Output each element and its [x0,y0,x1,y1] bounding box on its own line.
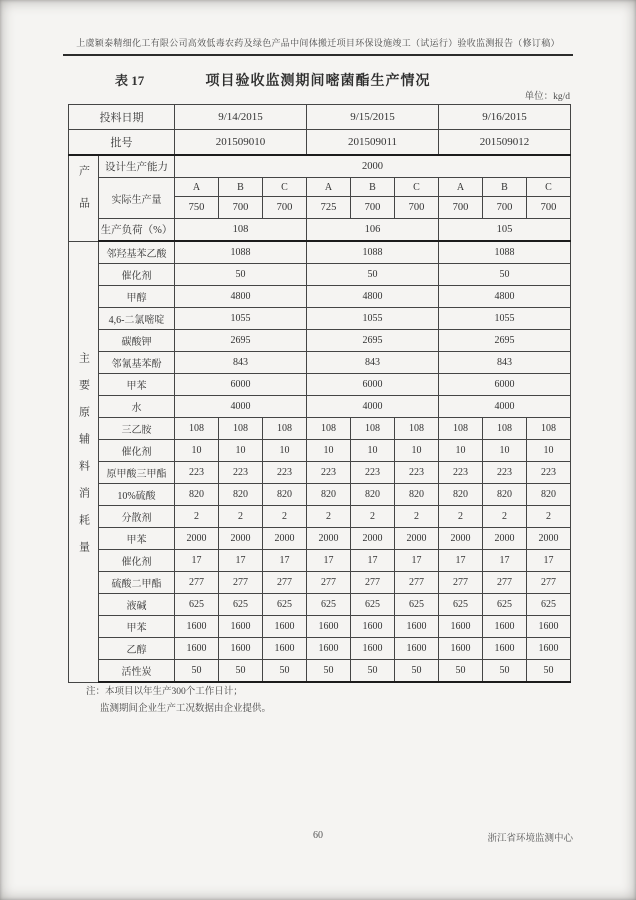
consumption-value: 820 [439,484,483,506]
consumption-value: 2000 [527,528,571,550]
batch-col-header: C [395,178,439,197]
load-value: 108 [175,219,307,242]
table-row [69,594,571,616]
consumption-value: 1600 [219,638,263,660]
table-row [69,418,571,440]
note-line: 监测期间企业生产工况数据由企业提供。 [100,704,272,714]
consumption-value: 277 [483,572,527,594]
consumption-value: 1600 [351,616,395,638]
consumption-value: 2 [263,506,307,528]
actual-output-value: 700 [439,197,483,219]
consumption-section [69,241,571,682]
consumption-value: 1088 [307,241,439,264]
material-label: 三乙胺 [99,418,175,440]
consumption-value: 223 [483,462,527,484]
actual-output-value: 700 [351,197,395,219]
material-label: 液碱 [99,594,175,616]
consumption-value: 223 [175,462,219,484]
material-label: 乙醇 [99,638,175,660]
consumption-value: 277 [307,572,351,594]
note-line: 注：本项目以年生产300个工作日计； [86,687,243,697]
consumption-value: 50 [175,660,219,683]
consumption-value: 50 [527,660,571,683]
consumption-value: 4800 [175,286,307,308]
consumption-value: 17 [263,550,307,572]
consumption-value: 820 [527,484,571,506]
consumption-value: 108 [395,418,439,440]
consumption-value: 1600 [439,638,483,660]
consumption-value: 108 [439,418,483,440]
consumption-value: 10 [439,440,483,462]
consumption-value: 1600 [527,638,571,660]
table-row [69,105,571,130]
consumption-value: 2 [527,506,571,528]
consumption-value: 1055 [439,308,571,330]
consumption-value: 50 [439,660,483,683]
actual-output-value: 700 [395,197,439,219]
consumption-value: 277 [527,572,571,594]
consumption-value: 108 [483,418,527,440]
material-label: 催化剂 [99,440,175,462]
material-label: 催化剂 [99,550,175,572]
consumption-value: 1055 [175,308,307,330]
consumption-value: 17 [483,550,527,572]
consumption-value: 223 [263,462,307,484]
consumption-value: 17 [175,550,219,572]
consumption-value: 6000 [439,374,571,396]
consumption-value: 10 [483,440,527,462]
material-label: 甲苯 [99,528,175,550]
consumption-value: 1600 [395,616,439,638]
table-title: 项目验收监测期间嘧菌酯生产情况 [205,74,431,89]
consumption-value: 108 [219,418,263,440]
consumption-value: 108 [175,418,219,440]
material-label: 活性炭 [99,660,175,683]
consumption-value: 2000 [307,528,351,550]
consumption-value: 820 [483,484,527,506]
product-section-header [69,155,99,241]
consumption-value: 6000 [307,374,439,396]
table-notes [86,684,271,718]
consumption-value: 2000 [263,528,307,550]
material-label: 水 [99,396,175,418]
consumption-value: 50 [307,264,439,286]
batch-col-header: B [483,178,527,197]
consumption-value: 277 [351,572,395,594]
consumption-value: 223 [307,462,351,484]
consumption-value: 625 [395,594,439,616]
unit-label: 单位：kg/d [524,92,570,102]
consumption-value: 50 [483,660,527,683]
consumption-value: 1600 [483,638,527,660]
consumption-value: 820 [219,484,263,506]
consumption-value: 50 [351,660,395,683]
batch-col-header: C [263,178,307,197]
consumption-value: 277 [175,572,219,594]
consumption-value: 625 [483,594,527,616]
consumption-value: 625 [439,594,483,616]
actual-output-value: 750 [175,197,219,219]
consumption-value: 1600 [263,638,307,660]
consumption-value: 1600 [263,616,307,638]
material-label: 4,6-二氯嘧啶 [99,308,175,330]
material-label: 甲苯 [99,616,175,638]
table-row [69,484,571,506]
table-number: 表 17 [115,73,145,88]
consumption-value: 223 [219,462,263,484]
table-row [69,308,571,330]
product-section [69,155,571,241]
consumption-value: 2 [175,506,219,528]
consumption-value: 625 [527,594,571,616]
consumption-value: 1600 [351,638,395,660]
consumption-value: 108 [351,418,395,440]
consumption-value: 50 [263,660,307,683]
actual-output-value: 700 [483,197,527,219]
consumption-value: 2695 [175,330,307,352]
material-label: 甲醇 [99,286,175,308]
consumption-value: 50 [439,264,571,286]
consumption-value: 10 [307,440,351,462]
consumption-value: 2695 [307,330,439,352]
consumption-value: 4000 [307,396,439,418]
consumption-value: 6000 [175,374,307,396]
consumption-value: 277 [395,572,439,594]
consumption-value: 10 [351,440,395,462]
table-row [69,440,571,462]
feed-date-value: 9/16/2015 [439,105,571,130]
material-label: 邻氰基苯酚 [99,352,175,374]
consumption-value: 108 [263,418,307,440]
load-value: 105 [439,219,571,242]
actual-output-label: 实际生产量 [99,178,175,219]
consumption-value: 17 [395,550,439,572]
consumption-value: 10 [395,440,439,462]
consumption-value: 17 [219,550,263,572]
design-capacity-value: 2000 [175,155,571,178]
consumption-value: 1600 [439,616,483,638]
consumption-value: 223 [351,462,395,484]
consumption-value: 2695 [439,330,571,352]
consumption-value: 4000 [439,396,571,418]
consumption-value: 820 [395,484,439,506]
table-row [69,506,571,528]
consumption-value: 108 [307,418,351,440]
consumption-value: 223 [439,462,483,484]
table-row [69,638,571,660]
table-row [69,572,571,594]
consumption-value: 2 [395,506,439,528]
consumption-value: 820 [175,484,219,506]
consumption-value: 4800 [439,286,571,308]
consumption-value: 2 [307,506,351,528]
table-row [69,374,571,396]
material-label: 催化剂 [99,264,175,286]
consumption-value: 2 [483,506,527,528]
consumption-value: 17 [307,550,351,572]
batch-number: 201509012 [439,130,571,156]
consumption-value: 1088 [439,241,571,264]
actual-output-value: 725 [307,197,351,219]
consumption-value: 4800 [307,286,439,308]
material-label: 甲苯 [99,374,175,396]
title-row [63,70,573,90]
table-row [69,219,571,242]
consumption-value: 1600 [307,616,351,638]
consumption-value: 1088 [175,241,307,264]
batch-label: 批号 [69,130,175,156]
table-row [69,178,571,197]
consumption-value: 843 [307,352,439,374]
consumption-value: 820 [307,484,351,506]
consumption-value: 2000 [483,528,527,550]
consumption-value: 1600 [175,638,219,660]
consumption-value: 2000 [219,528,263,550]
consumption-value: 1055 [307,308,439,330]
consumption-value: 625 [351,594,395,616]
batch-col-header: A [175,178,219,197]
consumption-value: 625 [219,594,263,616]
consumption-value: 625 [263,594,307,616]
consumption-value: 50 [175,264,307,286]
material-label: 10%硫酸 [99,484,175,506]
consumption-value: 625 [307,594,351,616]
consumption-value: 1600 [483,616,527,638]
table-row [69,155,571,178]
consumption-value: 17 [351,550,395,572]
consumption-value: 10 [527,440,571,462]
load-label: 生产负荷（%） [99,219,175,242]
consumption-value: 1600 [307,638,351,660]
consumption-value: 2000 [439,528,483,550]
batch-col-header: C [527,178,571,197]
consumption-value: 2000 [395,528,439,550]
consumption-value: 843 [175,352,307,374]
consumption-value: 625 [175,594,219,616]
table-row [69,286,571,308]
batch-col-header: A [439,178,483,197]
table-row [69,264,571,286]
batch-number: 201509011 [307,130,439,156]
material-label: 硫酸二甲酯 [99,572,175,594]
feed-date-value: 9/15/2015 [307,105,439,130]
consumption-value: 50 [219,660,263,683]
material-label: 碳酸钾 [99,330,175,352]
table-row [69,396,571,418]
consumption-value: 4000 [175,396,307,418]
consumption-value: 277 [263,572,307,594]
batch-col-header: A [307,178,351,197]
consumption-value: 1600 [175,616,219,638]
table-row [69,462,571,484]
product-section-label: 产品 [77,164,90,229]
page-number: 60 [313,830,323,841]
consumption-value: 843 [439,352,571,374]
table-row [69,550,571,572]
material-label: 邻羟基苯乙酸 [99,241,175,264]
table-row [69,528,571,550]
actual-output-value: 700 [219,197,263,219]
consumption-value: 17 [439,550,483,572]
consumption-value: 50 [307,660,351,683]
consumption-value: 2000 [351,528,395,550]
material-label: 原甲酸三甲酯 [99,462,175,484]
consumption-value: 10 [219,440,263,462]
consumption-section-header [69,241,99,682]
batch-number: 201509010 [175,130,307,156]
consumption-value: 2 [219,506,263,528]
table-row [69,130,571,156]
footer-org-name: 浙江省环境监测中心 [487,834,573,844]
consumption-value: 50 [395,660,439,683]
consumption-value: 1600 [395,638,439,660]
load-value: 106 [307,219,439,242]
table-row [69,616,571,638]
head-rows [69,105,571,156]
consumption-value: 2000 [175,528,219,550]
batch-col-header: B [351,178,395,197]
consumption-value: 277 [439,572,483,594]
table-row [69,660,571,683]
report-header-line: 上虞颖泰精细化工有限公司高效低毒农药及绿色产品中间体搬迁项目环保设施竣工（试运行）验收监测报告（修订稿） [63,36,573,56]
actual-output-value: 700 [527,197,571,219]
consumption-value: 2 [439,506,483,528]
consumption-value: 10 [175,440,219,462]
consumption-value: 820 [351,484,395,506]
table-row [69,330,571,352]
consumption-value: 820 [263,484,307,506]
consumption-value: 10 [263,440,307,462]
production-table [68,104,571,683]
consumption-value: 223 [527,462,571,484]
consumption-section-label: 主要原辅料消耗量 [77,352,90,568]
consumption-value: 223 [395,462,439,484]
design-capacity-label: 设计生产能力 [99,155,175,178]
consumption-value: 108 [527,418,571,440]
table-row [69,241,571,264]
consumption-value: 1600 [219,616,263,638]
feed-date-value: 9/14/2015 [175,105,307,130]
consumption-value: 2 [351,506,395,528]
material-label: 分散剂 [99,506,175,528]
feed-date-label: 投料日期 [69,105,175,130]
table-row [69,352,571,374]
actual-output-value: 700 [263,197,307,219]
consumption-value: 17 [527,550,571,572]
consumption-value: 277 [219,572,263,594]
batch-col-header: B [219,178,263,197]
consumption-value: 1600 [527,616,571,638]
